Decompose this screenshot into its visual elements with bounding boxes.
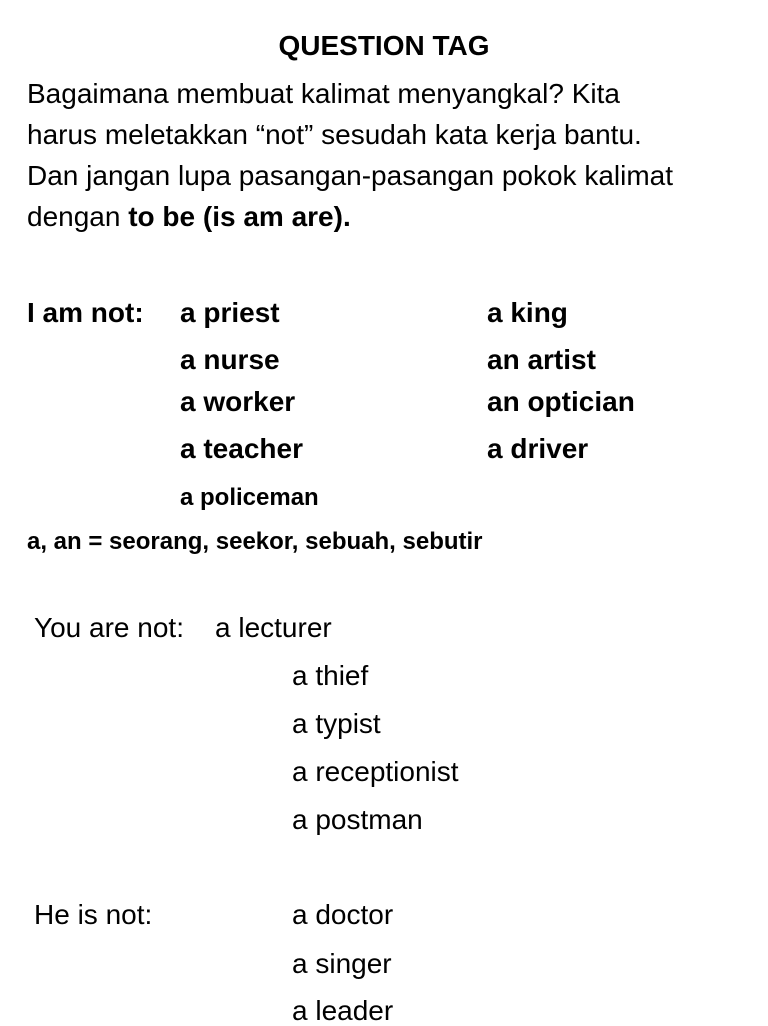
i-am-not-col1-item: a nurse (180, 344, 280, 375)
intro-line-2: harus meletakkan “not” sesudah kata kerja bantu. (27, 119, 642, 150)
you-are-not-label: You are not: (34, 612, 184, 643)
you-are-not-item: a lecturer (215, 612, 332, 643)
he-is-not-item: a leader (292, 995, 394, 1026)
i-am-not-col2-item: an optician (487, 386, 635, 417)
he-is-not-item: a singer (292, 948, 392, 979)
you-are-not-item: a thief (292, 660, 369, 691)
i-am-not-col2-item: a king (487, 297, 568, 328)
you-are-not-item: a typist (292, 708, 381, 739)
i-am-not-col1-item: a teacher (180, 433, 303, 464)
i-am-not-col1-item: a priest (180, 297, 280, 328)
i-am-not-col2-item: an artist (487, 344, 596, 375)
you-are-not-item: a receptionist (292, 756, 459, 787)
i-am-not-col2-item: a driver (487, 433, 589, 464)
i-am-not-col1-item: a worker (180, 386, 296, 417)
intro-line-4-bold: to be (is am are). (128, 201, 351, 232)
article-note: a, an = seorang, seekor, sebuah, sebutir (27, 528, 483, 555)
he-is-not-item: a doctor (292, 899, 394, 930)
he-is-not-label: He is not: (34, 899, 153, 930)
intro-line-3: Dan jangan lupa pasangan-pasangan pokok kalimat (27, 160, 674, 191)
intro-line-4-prefix: dengan (27, 201, 129, 232)
intro-line-4 (27, 203, 351, 231)
page-title: QUESTION TAG (278, 30, 490, 61)
intro-line-1: Bagaimana membuat kalimat menyangkal? Kita (27, 78, 620, 109)
i-am-not-label: I am not: (27, 297, 144, 328)
you-are-not-item: a postman (292, 804, 423, 835)
i-am-not-extra-item: a policeman (180, 484, 319, 511)
